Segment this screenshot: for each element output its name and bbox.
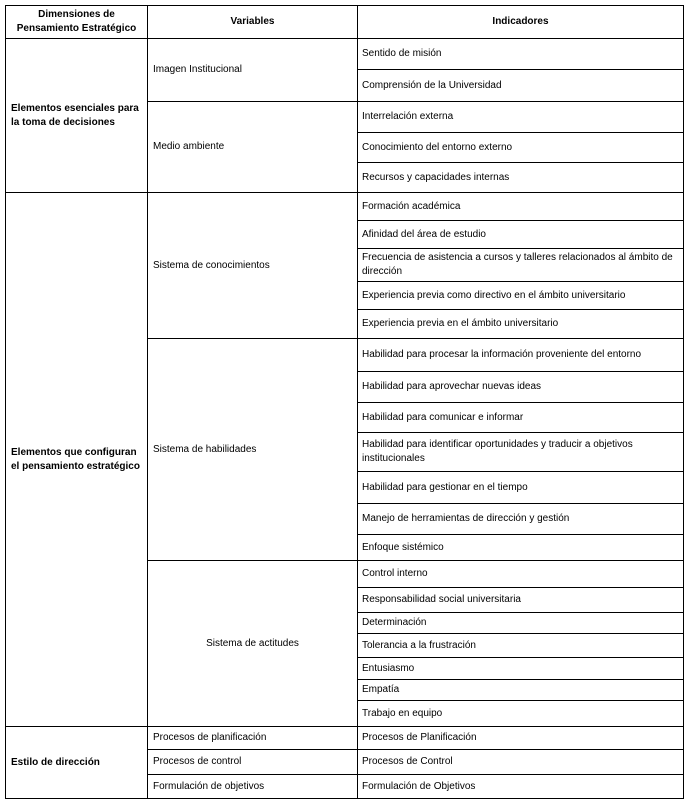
indicator-cell: Experiencia previa en el ámbito universitario bbox=[362, 318, 559, 329]
row-divider bbox=[147, 338, 684, 339]
indicator-cell: Habilidad para identificar oportunidades y traducir a objetivos institucionales bbox=[362, 439, 633, 464]
row-divider bbox=[357, 633, 684, 634]
row-divider bbox=[357, 534, 684, 535]
variable-cell: Sistema de conocimientos bbox=[153, 259, 270, 271]
table-border bbox=[5, 798, 684, 799]
indicator-cell: Responsabilidad social universitaria bbox=[362, 594, 521, 605]
row-divider bbox=[357, 371, 684, 372]
variable-cell: Sistema de actitudes bbox=[206, 637, 299, 649]
variable-cell: Imagen Institucional bbox=[153, 64, 242, 75]
dimension-cell: Elementos esenciales para la toma de decisiones bbox=[11, 102, 139, 128]
row-divider bbox=[357, 503, 684, 504]
variable-cell: Procesos de planificación bbox=[153, 732, 267, 743]
row-divider bbox=[357, 700, 684, 701]
indicator-cell: Conocimiento del entorno externo bbox=[362, 141, 513, 153]
variable-cell: Medio ambiente bbox=[153, 141, 225, 152]
indicator-cell: Frecuencia de asistencia a cursos y talleres relacionados al ámbito de dirección bbox=[362, 252, 673, 277]
indicator-cell: Habilidad para comunicar e informar bbox=[362, 411, 524, 423]
row-divider bbox=[357, 657, 684, 658]
indicator-cell: Entusiasmo bbox=[362, 662, 415, 674]
row-divider bbox=[357, 69, 684, 70]
table-border bbox=[5, 5, 6, 799]
row-divider bbox=[357, 432, 684, 433]
indicator-cell: Procesos de Planificación bbox=[362, 732, 477, 743]
row-divider bbox=[357, 220, 684, 221]
variable-cell: Procesos de control bbox=[153, 756, 242, 767]
row-divider bbox=[5, 726, 684, 727]
row-divider bbox=[357, 612, 684, 613]
indicator-cell: Trabajo en equipo bbox=[362, 707, 443, 719]
row-divider bbox=[357, 132, 684, 133]
row-divider bbox=[357, 587, 684, 588]
indicator-cell: Manejo de herramientas de dirección y gestión bbox=[362, 513, 570, 524]
table-border bbox=[5, 5, 684, 6]
indicator-cell: Formación académica bbox=[362, 200, 461, 212]
variable-cell: Sistema de habilidades bbox=[153, 443, 257, 455]
column-divider bbox=[147, 5, 148, 799]
variable-cell: Formulación de objetivos bbox=[153, 780, 265, 792]
indicator-cell: Afinidad del área de estudio bbox=[362, 228, 486, 240]
header-indicators: Indicadores bbox=[492, 16, 549, 27]
indicator-cell: Habilidad para procesar la información proveniente del entorno bbox=[362, 349, 642, 360]
dimension-cell: Estilo de dirección bbox=[11, 756, 100, 768]
header-dimensions: Dimensiones de Pensamiento Estratégico bbox=[16, 9, 137, 34]
row-divider bbox=[5, 38, 684, 39]
indicator-cell: Formulación de Objetivos bbox=[362, 780, 476, 792]
indicator-cell: Tolerancia a la frustración bbox=[362, 639, 476, 651]
indicator-cell: Control interno bbox=[362, 568, 428, 579]
indicator-cell: Determinación bbox=[362, 617, 427, 628]
indicator-cell: Comprensión de la Universidad bbox=[362, 79, 502, 91]
indicator-cell: Procesos de Control bbox=[362, 756, 453, 767]
row-divider bbox=[147, 560, 684, 561]
row-divider bbox=[357, 248, 684, 249]
indicator-cell: Habilidad para gestionar en el tiempo bbox=[362, 481, 528, 493]
header-variables: Variables bbox=[230, 16, 275, 27]
indicator-cell: Interrelación externa bbox=[362, 111, 454, 122]
row-divider bbox=[357, 309, 684, 310]
indicator-cell: Habilidad para aprovechar nuevas ideas bbox=[362, 381, 542, 392]
row-divider bbox=[147, 101, 684, 102]
dimension-cell: Elementos que configuran el pensamiento estratégico bbox=[11, 446, 140, 472]
indicator-cell: Empatía bbox=[362, 684, 400, 695]
row-divider bbox=[357, 162, 684, 163]
row-divider bbox=[357, 281, 684, 282]
row-divider bbox=[5, 192, 684, 193]
indicator-cell: Sentido de misión bbox=[362, 48, 442, 59]
row-divider bbox=[147, 749, 684, 750]
indicator-cell: Recursos y capacidades internas bbox=[362, 171, 510, 183]
indicator-cell: Experiencia previa como directivo en el ámbito universitario bbox=[362, 289, 626, 301]
row-divider bbox=[147, 774, 684, 775]
row-divider bbox=[357, 471, 684, 472]
row-divider bbox=[357, 402, 684, 403]
row-divider bbox=[357, 679, 684, 680]
indicator-cell: Enfoque sistémico bbox=[362, 541, 444, 553]
